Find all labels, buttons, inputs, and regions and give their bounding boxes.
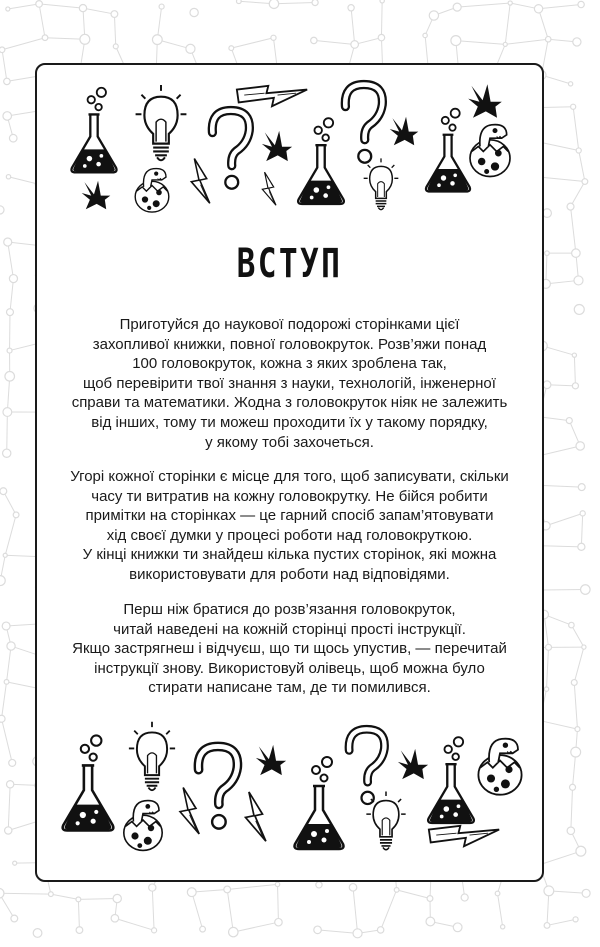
text-line: щоб перевірити твої знання з науки, технологій, інженерної xyxy=(83,374,496,392)
text-line: використовувати для роботи над відповідями. xyxy=(129,565,450,583)
lightbulb-icon xyxy=(364,158,399,209)
flask-icon xyxy=(295,757,344,849)
lightning-icon xyxy=(191,159,210,204)
flask-icon xyxy=(298,118,344,204)
lightning-icon xyxy=(237,86,307,106)
text-line: Перш ніж братися до розв’язання головокруток, xyxy=(123,601,456,618)
flask-icon xyxy=(428,737,474,823)
hatching-dinosaur-icon xyxy=(135,169,169,213)
text-line: у якому тобі захочеться. xyxy=(205,433,374,451)
page-title: ВСТУП xyxy=(236,241,343,287)
top-doodle-border xyxy=(37,65,542,215)
flask-icon xyxy=(426,109,470,192)
question-mark-icon xyxy=(198,746,237,828)
question-mark-icon xyxy=(345,85,382,163)
text-line: У кінці книжки ти знайдеш кілька пустих сторінок, які можна xyxy=(82,546,497,564)
flask-icon xyxy=(71,88,116,173)
hatching-dinosaur-icon xyxy=(478,739,521,795)
dinosaur-footprint-icon xyxy=(390,117,419,146)
text-line: читай наведені на кожній сторінці прості інструкції. xyxy=(113,620,466,638)
lightning-icon xyxy=(429,826,499,846)
text-line: Якщо застрягнеш і відчуєш, що ти щось упустив, — перечитай xyxy=(72,640,507,658)
dinosaur-footprint-icon xyxy=(468,84,502,118)
text-line: інструкції знову. Використовуй олівець, щоб можна було xyxy=(94,659,485,677)
intro-paragraph-1 xyxy=(53,315,526,452)
text-line: захопливої книжки, повної головокруток. Розв’яжи понад xyxy=(92,335,487,353)
bottom-doodle-border xyxy=(37,710,542,860)
text-line: хід своєї думки у процесі роботи над головокруткою. xyxy=(106,526,473,544)
lightbulb-icon xyxy=(136,85,187,160)
text-line: справи та математики. Жодна з головокруток ніяк не залежить xyxy=(71,394,508,412)
dinosaur-footprint-icon xyxy=(256,745,286,775)
question-mark-icon xyxy=(349,729,384,804)
text-line: примітки на сторінках — це гарний спосіб запам’ятовувати xyxy=(85,507,494,525)
text-line: Угорі кожної сторінки є місце для того, щоб записувати, скільки xyxy=(70,468,509,485)
lightning-icon xyxy=(180,788,199,834)
dinosaur-footprint-icon xyxy=(262,131,292,161)
question-mark-icon xyxy=(212,111,249,189)
dinosaur-footprint-icon xyxy=(82,181,111,210)
lightning-icon xyxy=(262,172,276,205)
dinosaur-footprint-icon xyxy=(398,749,428,779)
intro-card xyxy=(35,63,544,882)
lightning-icon xyxy=(246,792,266,841)
hatching-dinosaur-icon xyxy=(470,125,510,177)
lightbulb-icon xyxy=(129,722,175,790)
intro-paragraph-3 xyxy=(53,600,526,698)
text-line: стирати написане там, де ти помилився. xyxy=(148,679,431,697)
lightbulb-icon xyxy=(366,792,405,850)
text-line: від інших, тому ти можеш проходити їх у такому порядку, xyxy=(91,413,488,431)
intro-paragraph-2 xyxy=(53,467,526,585)
text-line: 100 головокруток, кожна з яких зроблена так, xyxy=(132,355,447,373)
text-line: часу ти витратив на кожну головокрутку. Не бійся робити xyxy=(91,487,488,505)
hatching-dinosaur-icon xyxy=(124,801,162,851)
text-line: Приготуйся до наукової подорожі сторінками цієї xyxy=(119,316,460,333)
flask-icon xyxy=(63,735,114,830)
